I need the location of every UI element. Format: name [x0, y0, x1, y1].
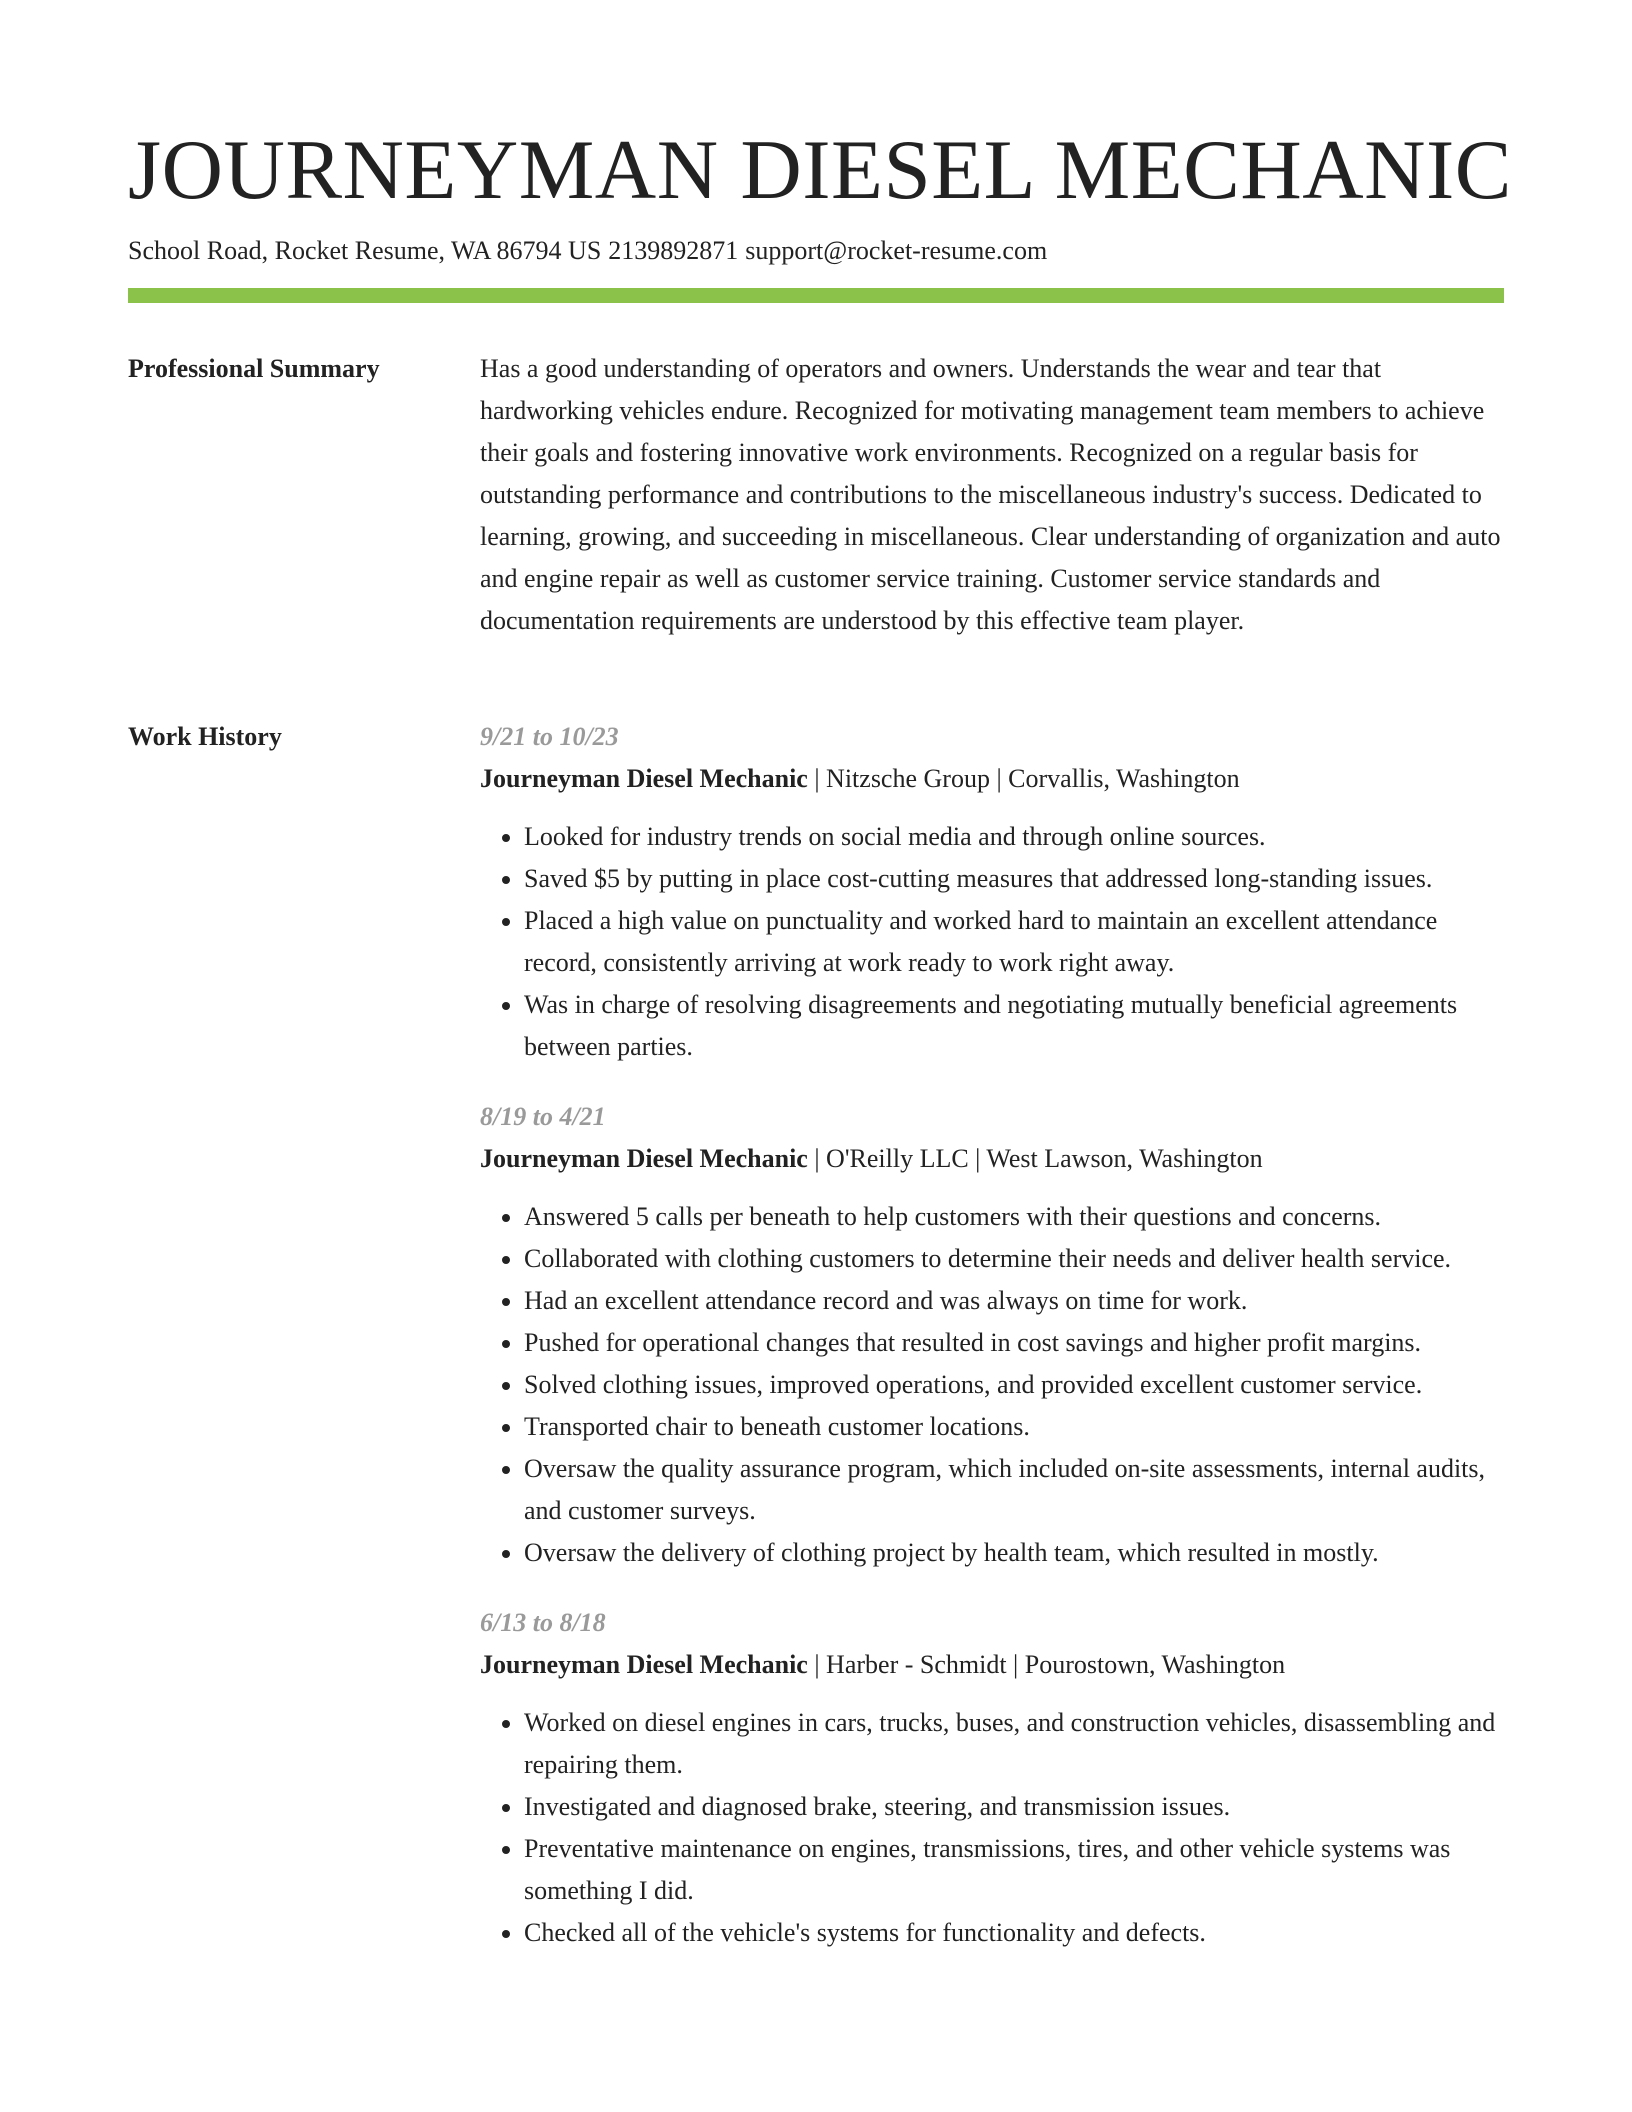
job-company-location: | O'Reilly LLC | West Lawson, Washington	[807, 1144, 1263, 1173]
job-bullet: • Transported chair to beneath customer locations.	[524, 1406, 1504, 1448]
job-company-location: | Nitzsche Group | Corvallis, Washington	[807, 764, 1240, 793]
job-entry	[480, 1602, 1504, 1954]
job-bullet: • Investigated and diagnosed brake, steering, and transmission issues.	[524, 1786, 1504, 1828]
summary-body	[480, 348, 1504, 642]
contact-phone: 2139892871	[608, 236, 739, 265]
candidate-name: JOURNEYMAN DIESEL MECHANIC	[128, 123, 1512, 217]
job-bullet: • Oversaw the quality assurance program, which included on-site assessments, internal audits, and customer surveys.	[524, 1448, 1504, 1532]
job-bullet: • Worked on diesel engines in cars, trucks, buses, and construction vehicles, disassembling and repairing them.	[524, 1702, 1504, 1786]
job-title: Journeyman Diesel Mechanic	[480, 764, 808, 793]
job-entry	[480, 1096, 1504, 1574]
job-entry	[480, 716, 1504, 1068]
job-bullets	[480, 816, 1504, 1068]
contact-email: support@rocket-resume.com	[745, 236, 1048, 265]
job-header	[480, 1644, 1504, 1686]
job-header	[480, 758, 1504, 800]
job-bullet: • Collaborated with clothing customers to determine their needs and deliver health service.	[524, 1238, 1504, 1280]
work-history-body	[480, 716, 1504, 1982]
contact-address: School Road, Rocket Resume, WA 86794 US	[128, 236, 602, 265]
job-bullet: • Had an excellent attendance record and was always on time for work.	[524, 1280, 1504, 1322]
job-bullet: • Placed a high value on punctuality and worked hard to maintain an excellent attendance record, consistently arriving at work ready to work right away.	[524, 900, 1504, 984]
job-bullet: • Looked for industry trends on social media and through online sources.	[524, 816, 1504, 858]
job-bullet: • Pushed for operational changes that resulted in cost savings and higher profit margins.	[524, 1322, 1504, 1364]
job-dates: 9/21 to 10/23	[480, 722, 619, 751]
job-header	[480, 1138, 1504, 1180]
job-bullet: • Was in charge of resolving disagreements and negotiating mutually beneficial agreements between parties.	[524, 984, 1504, 1068]
job-bullets	[480, 1702, 1504, 1954]
summary-heading: Professional Summary	[128, 354, 380, 383]
job-company-location: | Harber - Schmidt | Pourostown, Washington	[807, 1650, 1286, 1679]
job-bullet: • Preventative maintenance on engines, transmissions, tires, and other vehicle systems was something I did.	[524, 1828, 1504, 1912]
job-bullet: • Answered 5 calls per beneath to help customers with their questions and concerns.	[524, 1196, 1504, 1238]
job-dates: 8/19 to 4/21	[480, 1102, 606, 1131]
job-dates: 6/13 to 8/18	[480, 1608, 606, 1637]
job-title: Journeyman Diesel Mechanic	[480, 1650, 808, 1679]
resume-header	[128, 118, 1512, 303]
job-title: Journeyman Diesel Mechanic	[480, 1144, 808, 1173]
summary-text: Has a good understanding of operators and owners. Understands the wear and tear that hardworking vehicles endure. Recognized for motivating management team members to achieve their goals and fostering innovative work environments. Recognized on a regular basis for outstanding performance and contributions to the miscellaneous industry's success. Dedicated to learning, growing, and succeeding in miscellaneous. Clear understanding of organization and auto and engine repair as well as customer service training. Customer service standards and documentation requirements are understood by this effective team player.	[480, 354, 1501, 635]
job-bullets	[480, 1196, 1504, 1574]
work-history-heading: Work History	[128, 722, 282, 751]
job-bullet: • Checked all of the vehicle's systems for functionality and defects.	[524, 1912, 1504, 1954]
accent-divider	[128, 288, 1504, 303]
job-bullet: • Solved clothing issues, improved operations, and provided excellent customer service.	[524, 1364, 1504, 1406]
contact-line	[128, 234, 1504, 268]
job-bullet: • Oversaw the delivery of clothing project by health team, which resulted in mostly.	[524, 1532, 1504, 1574]
job-bullet: • Saved $5 by putting in place cost-cutting measures that addressed long-standing issues.	[524, 858, 1504, 900]
